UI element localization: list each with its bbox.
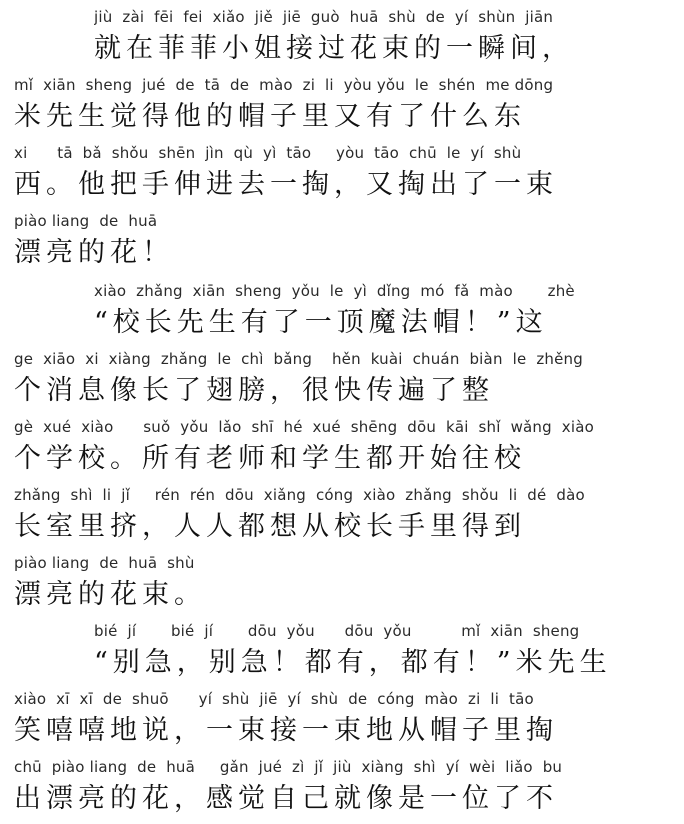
text-line-1 <box>94 6 670 74</box>
text-line-2 <box>14 74 670 142</box>
text-line-3 <box>14 142 670 210</box>
text-line-8 <box>14 484 670 552</box>
hanzi-row-11: 笑嘻嘻地说，一束接一束地从帽子里掏 <box>14 715 558 746</box>
hanzi-row-7: 个学校。所有老师和学生都开始往校 <box>14 443 526 474</box>
hanzi-row-9: 漂亮的花束。 <box>14 579 206 610</box>
text-line-9 <box>14 552 670 620</box>
pinyin-row-9: piào liang de huā shù <box>14 554 195 572</box>
hanzi-row-5: “校长先生有了一顶魔法帽！”这 <box>94 307 548 338</box>
hanzi-row-3: 西。他把手伸进去一掏，又掏出了一束 <box>14 169 558 200</box>
pinyin-row-2: mǐ xiān sheng jué de tā de mào zi li yòu yǒu le shén me dōng <box>14 76 554 94</box>
text-line-4 <box>14 210 670 278</box>
text-line-10 <box>94 620 670 688</box>
pinyin-row-1: jiù zài fēi fei xiǎo jiě jiē guò huā shù de yí shùn jiān <box>94 8 554 26</box>
text-line-12 <box>14 756 670 824</box>
pinyin-row-3: xi tā bǎ shǒu shēn jìn qù yì tāo yòu tāo chū le yí shù <box>14 144 522 162</box>
text-line-11 <box>14 688 670 756</box>
pinyin-row-10: bié jí bié jí dōu yǒu dōu yǒu mǐ xiān sheng <box>94 622 580 640</box>
pinyin-row-4: piào liang de huā <box>14 212 158 230</box>
text-line-7 <box>14 416 670 484</box>
pinyin-row-7: gè xué xiào suǒ yǒu lǎo shī hé xué shēng dōu kāi shǐ wǎng xiào <box>14 418 595 436</box>
hanzi-row-1: 就在菲菲小姐接过花束的一瞬间， <box>94 33 574 64</box>
hanzi-row-8: 长室里挤，人人都想从校长手里得到 <box>14 511 526 542</box>
hanzi-row-4: 漂亮的花！ <box>14 237 174 268</box>
hanzi-row-10: “别急，别急！都有，都有！”米先生 <box>94 647 612 678</box>
hanzi-row-2: 米先生觉得他的帽子里又有了什么东 <box>14 101 526 132</box>
hanzi-row-12: 出漂亮的花，感觉自己就像是一位了不 <box>14 783 558 814</box>
pinyin-row-5: xiào zhǎng xiān sheng yǒu le yì dǐng mó fǎ mào zhè <box>94 282 575 300</box>
pinyin-row-11: xiào xī xī de shuō yí shù jiē yí shù de cóng mào zi li tāo <box>14 690 534 708</box>
hanzi-row-6: 个消息像长了翅膀，很快传遍了整 <box>14 375 494 406</box>
pinyin-row-8: zhǎng shì li jǐ rén rén dōu xiǎng cóng xiào zhǎng shǒu li dé dào <box>14 486 585 504</box>
pinyin-row-6: ge xiāo xi xiàng zhǎng le chì bǎng hěn kuài chuán biàn le zhěng <box>14 350 583 368</box>
text-line-5 <box>94 280 670 348</box>
pinyin-row-12: chū piào liang de huā gǎn jué zì jǐ jiù xiàng shì yí wèi liǎo bu <box>14 758 563 776</box>
text-line-6 <box>14 348 670 416</box>
